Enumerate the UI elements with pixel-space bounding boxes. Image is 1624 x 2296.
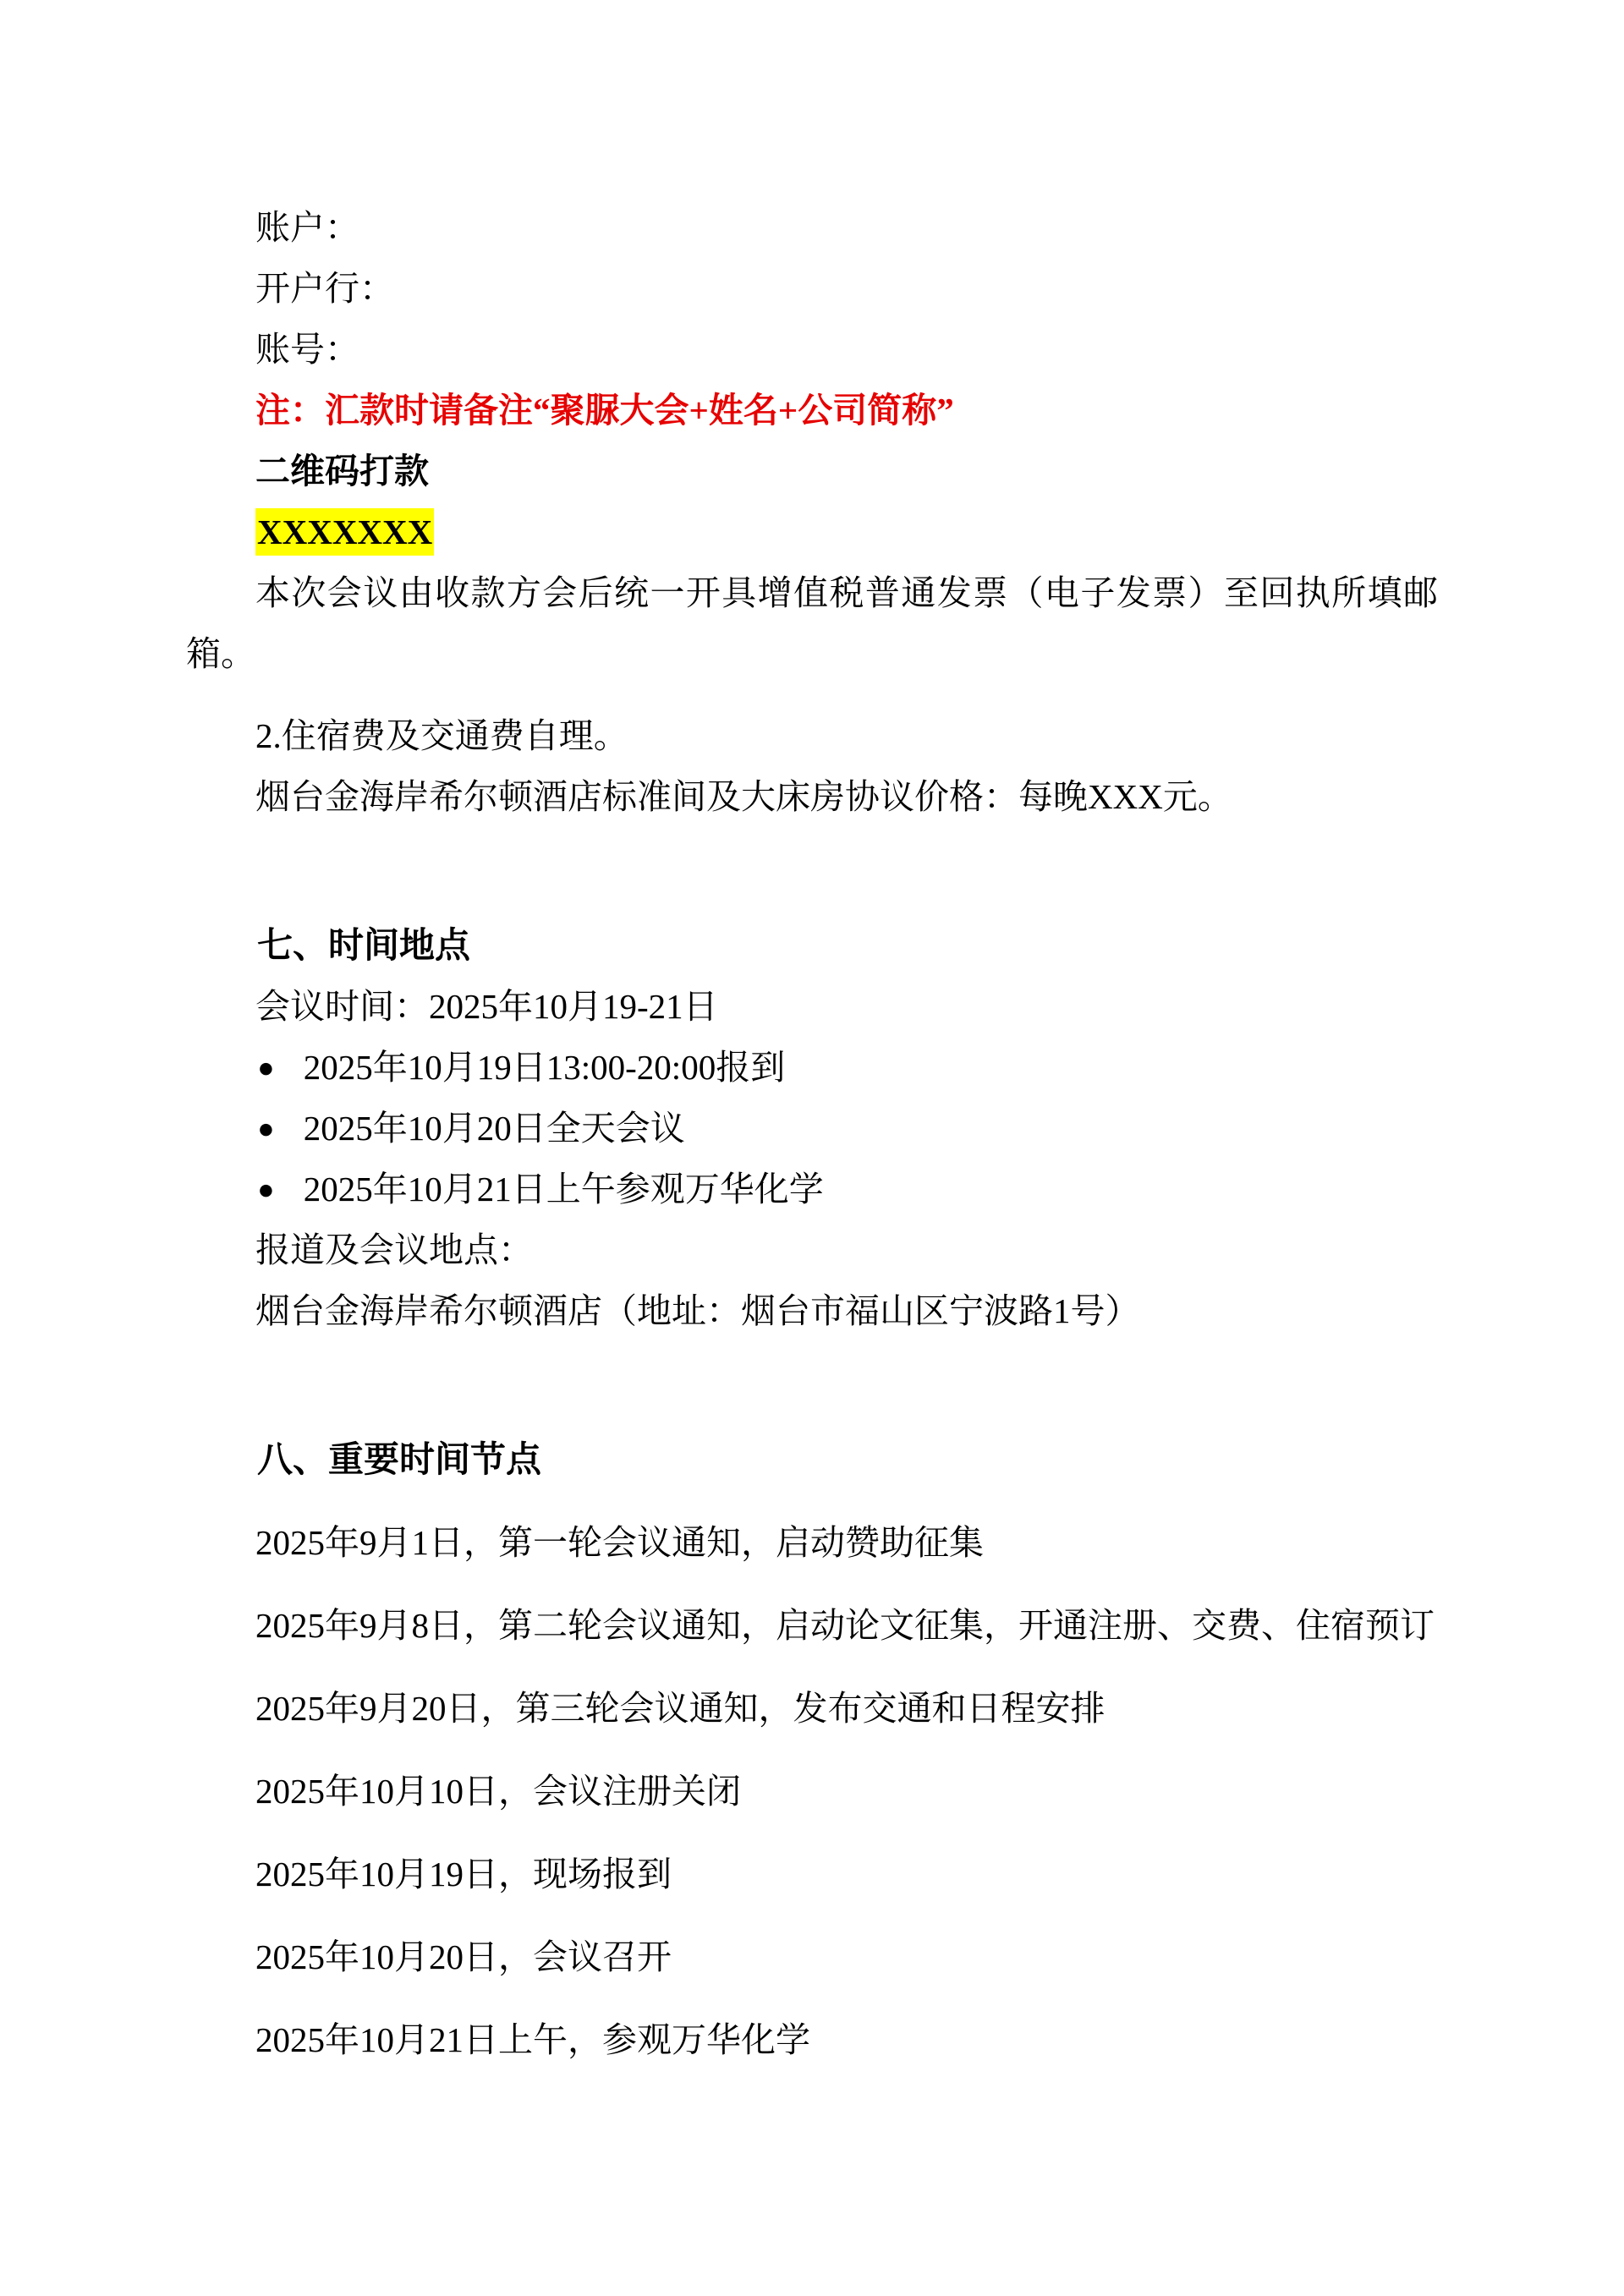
milestone-line: 2025年10月19日，现场报到 <box>255 1855 672 1893</box>
schedule-bullet-text: 2025年10月19日13:00-20:00报到 <box>303 1048 786 1087</box>
milestone-line: 2025年10月21日上午，参观万华化学 <box>255 2020 810 2059</box>
milestone-line: 2025年9月8日，第二轮会议通知，启动论文征集，开通注册、交费、住宿预订 <box>255 1606 1435 1645</box>
qr-payment-title: 二维码打款 <box>255 452 429 490</box>
venue-line: 烟台金海岸希尔顿酒店（地址：烟台市福山区宁波路1号） <box>255 1291 1140 1330</box>
bullet-icon: ● <box>257 1173 275 1205</box>
account-number-line: 账号： <box>255 330 359 369</box>
section-heading-time-location: 七、时间地点 <box>257 925 471 965</box>
section-heading-milestones: 八、重要时间节点 <box>257 1439 542 1479</box>
invoice-note: 本次会议由收款方会后统一开具增值税普通发票（电子发票）至回执所填邮箱。 <box>186 573 1438 673</box>
schedule-bullet-item <box>186 1037 1438 1098</box>
schedule-bullet-item <box>186 1098 1438 1159</box>
bank-branch-line: 开户行： <box>255 269 394 308</box>
bullet-icon: ● <box>257 1112 275 1144</box>
hotel-price-note: 烟台金海岸希尔顿酒店标准间及大床房协议价格：每晚XXX元。 <box>255 777 1232 816</box>
qr-placeholder-highlight: XXXXXXX <box>255 508 434 556</box>
schedule-bullet-text: 2025年10月20日全天会议 <box>303 1109 685 1148</box>
bullet-icon: ● <box>257 1051 275 1083</box>
meeting-time-line: 会议时间：2025年10月19-21日 <box>255 987 718 1026</box>
qr-placeholder-line <box>186 501 1438 562</box>
lodging-note: 2.住宿费及交通费自理。 <box>255 716 628 755</box>
milestone-line: 2025年10月20日，会议召开 <box>255 1937 672 1976</box>
remittance-note: 注：汇款时请备注“聚脲大会+姓名+公司简称” <box>255 391 954 430</box>
milestone-line: 2025年9月20日，第三轮会议通知，发布交通和日程安排 <box>255 1689 1106 1728</box>
milestone-line: 2025年9月1日，第一轮会议通知，启动赞助征集 <box>255 1523 984 1562</box>
schedule-bullet-text: 2025年10月21日上午参观万华化学 <box>303 1170 824 1208</box>
schedule-bullet-item <box>186 1159 1438 1219</box>
account-name-line: 账户： <box>255 208 359 247</box>
venue-label-line: 报道及会议地点： <box>255 1230 533 1269</box>
milestone-line: 2025年10月10日，会议注册关闭 <box>255 1772 741 1811</box>
